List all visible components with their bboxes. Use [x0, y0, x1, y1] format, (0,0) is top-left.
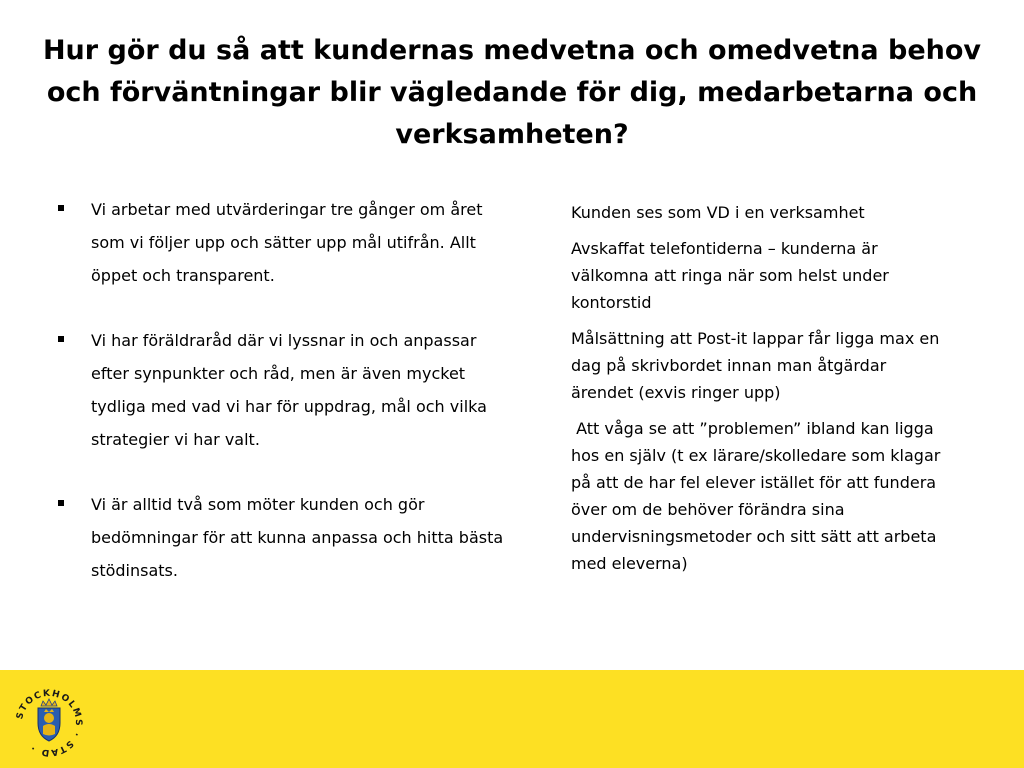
paragraph: Avskaffat telefontiderna – kunderna är välkomna att ringa när som helst under kontorstid — [571, 239, 889, 312]
list-item — [58, 324, 508, 456]
paragraph: Målsättning att Post-it lappar får ligga max en dag på skrivbordet innan man åtgärdar ärendet (exvis ringer upp) — [571, 329, 940, 402]
square-bullet-icon — [58, 500, 64, 506]
paragraph: Att våga se att ”problemen” ibland kan ligga hos en själv (t ex lärare/skolledare som klagar på att de har fel elever istället för att fundera över om de behöver förändra sina undervisningsmetoder och sitt sätt att arbeta med eleverna) — [571, 419, 946, 573]
slide-title: Hur gör du så att kundernas medvetna och omedvetna behov och förväntningar blir vägledande för dig, medarbetarna och verksamheten? — [42, 35, 982, 150]
paragraph: Kunden ses som VD i en verksamhet — [571, 203, 865, 222]
square-bullet-icon — [58, 205, 64, 211]
square-bullet-icon — [58, 336, 64, 342]
left-bullet-list — [58, 193, 508, 619]
right-text-column — [571, 199, 951, 586]
svg-text:STOCKHOLMS · STAD ·: STOCKHOLMS · STAD · — [15, 688, 84, 758]
bullet-text: Vi är alltid två som möter kunden och gör bedömningar för att kunna anpassa och hitta bästa stödinsats. — [91, 495, 504, 580]
footer-band — [0, 670, 1024, 768]
bullet-text: Vi har föräldraråd där vi lyssnar in och anpassar efter synpunkter och råd, men är även mycket tydliga med vad vi har för uppdrag, mål och vilka strategier vi har valt. — [91, 331, 487, 449]
bullet-text: Vi arbetar med utvärderingar tre gånger om året som vi följer upp och sätter upp mål utifrån. Allt öppet och transparent. — [91, 200, 483, 285]
list-item — [58, 488, 508, 587]
list-item — [58, 193, 508, 292]
stockholms-stad-logo-icon — [12, 686, 86, 760]
